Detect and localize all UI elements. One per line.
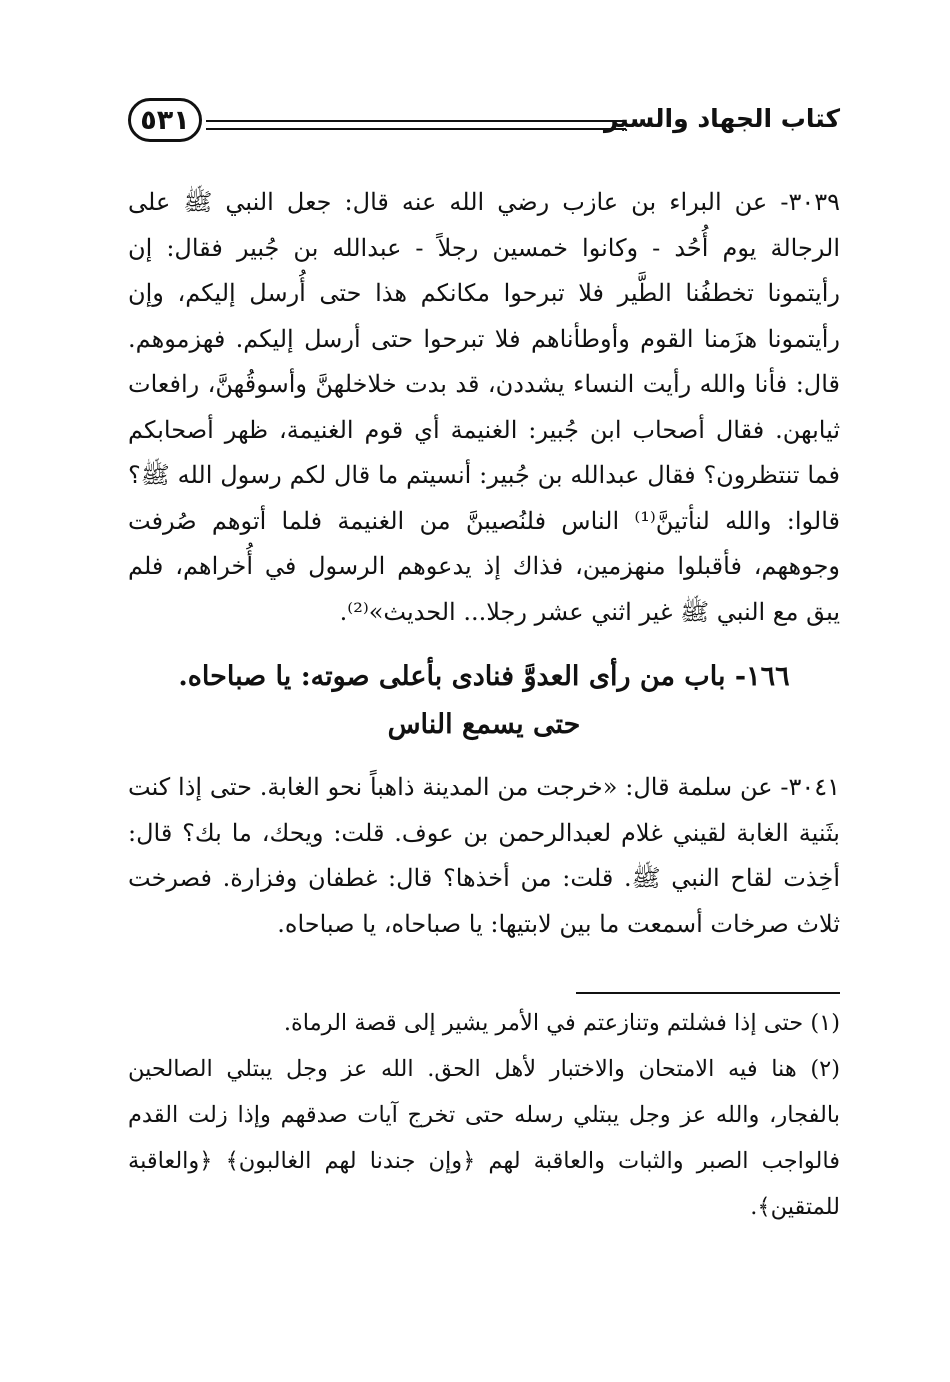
- chapter-title-line-1: ١٦٦- باب من رأى العدوَّ فنادى بأعلى صوته: يا صباحاه.: [178, 661, 790, 692]
- footnote-2-label: (٢): [810, 1056, 840, 1082]
- main-text: [128, 180, 840, 947]
- chapter-heading: [128, 653, 840, 749]
- page-header: [128, 96, 840, 154]
- hadith-3039: ٣٠٣٩- عن البراء بن عازب رضي الله عنه قال: جعل النبي ﷺ على الرجالة يوم أُحُد - وكانوا خمسين رجلاً - عبدالله بن جُبير فقال: إن رأيتمونا تخطفُنا الطَّير فلا تبرحوا مكانكم هذا حتى أُرسل إليكم، وإن رأيتمونا هزَمنا القوم وأوطأناهم فلا تبرحوا حتى أرسل إليكم. فهزموهم. قال: فأنا والله رأيت النساء يشددن، قد بدت خلاخلهنَّ وأسوقُهنَّ، رافعات ثيابهن. فقال أصحاب ابن جُبير: الغنيمة أي قوم الغنيمة، ظهر أصحابكم فما تنتظرون؟ فقال عبدالله بن جُبير: أنسيتم ما قال لكم رسول الله ﷺ؟ قالوا: والله لنأتينَّ⁽¹⁾ الناس فلنُصيبنَّ من الغنيمة فلما أتوهم صُرفت وجوههم، فأقبلوا منهزمين، فذاك إذ يدعوهم الرسول في أُخراهم، فلم يبق مع النبي ﷺ غير اثني عشر رجلا... الحديث»⁽²⁾.: [128, 188, 840, 626]
- footnote-separator: [576, 992, 840, 994]
- footnote-1: [128, 1000, 840, 1046]
- hadith-3041: ٣٠٤١- عن سلمة قال: «خرجت من المدينة ذاهباً نحو الغابة. حتى إذا كنت بثَنية الغابة لقيني غلام لعبدالرحمن بن عوف. قلت: ويحك، ما بك؟ قال: أخِذت لقاح النبي ﷺ. قلت: من أخذها؟ قال: غطفان وفزارة. فصرخت ثلاث صرخات أسمعت ما بين لابتيها: يا صباحاه، يا صباحاه.: [128, 773, 840, 938]
- book-title: كتاب الجهاد والسير: [603, 104, 840, 133]
- footnote-1-label: (١): [810, 1010, 840, 1036]
- footnotes: [128, 1000, 840, 1230]
- footnote-1-text: حتى إذا فشلتم وتنازعتم في الأمر يشير إلى قصة الرماة.: [283, 1010, 804, 1036]
- header-rule: [206, 120, 626, 130]
- page-number: ٥٣١: [128, 98, 202, 142]
- footnote-2-text: هنا فيه الامتحان والاختبار لأهل الحق. الله عز وجل يبتلي الصالحين بالفجار، والله عز وجل يبتلي رسله حتى تخرج آيات صدقهم وإذا زلت القدم فالواجب الصبر والثبات والعاقبة لهم ﴿وإن جندنا لهم الغالبون﴾ ﴿والعاقبة للمتقين﴾.: [128, 1056, 840, 1220]
- footnote-2: [128, 1046, 840, 1230]
- chapter-title-line-2: حتى يسمع الناس: [387, 709, 581, 740]
